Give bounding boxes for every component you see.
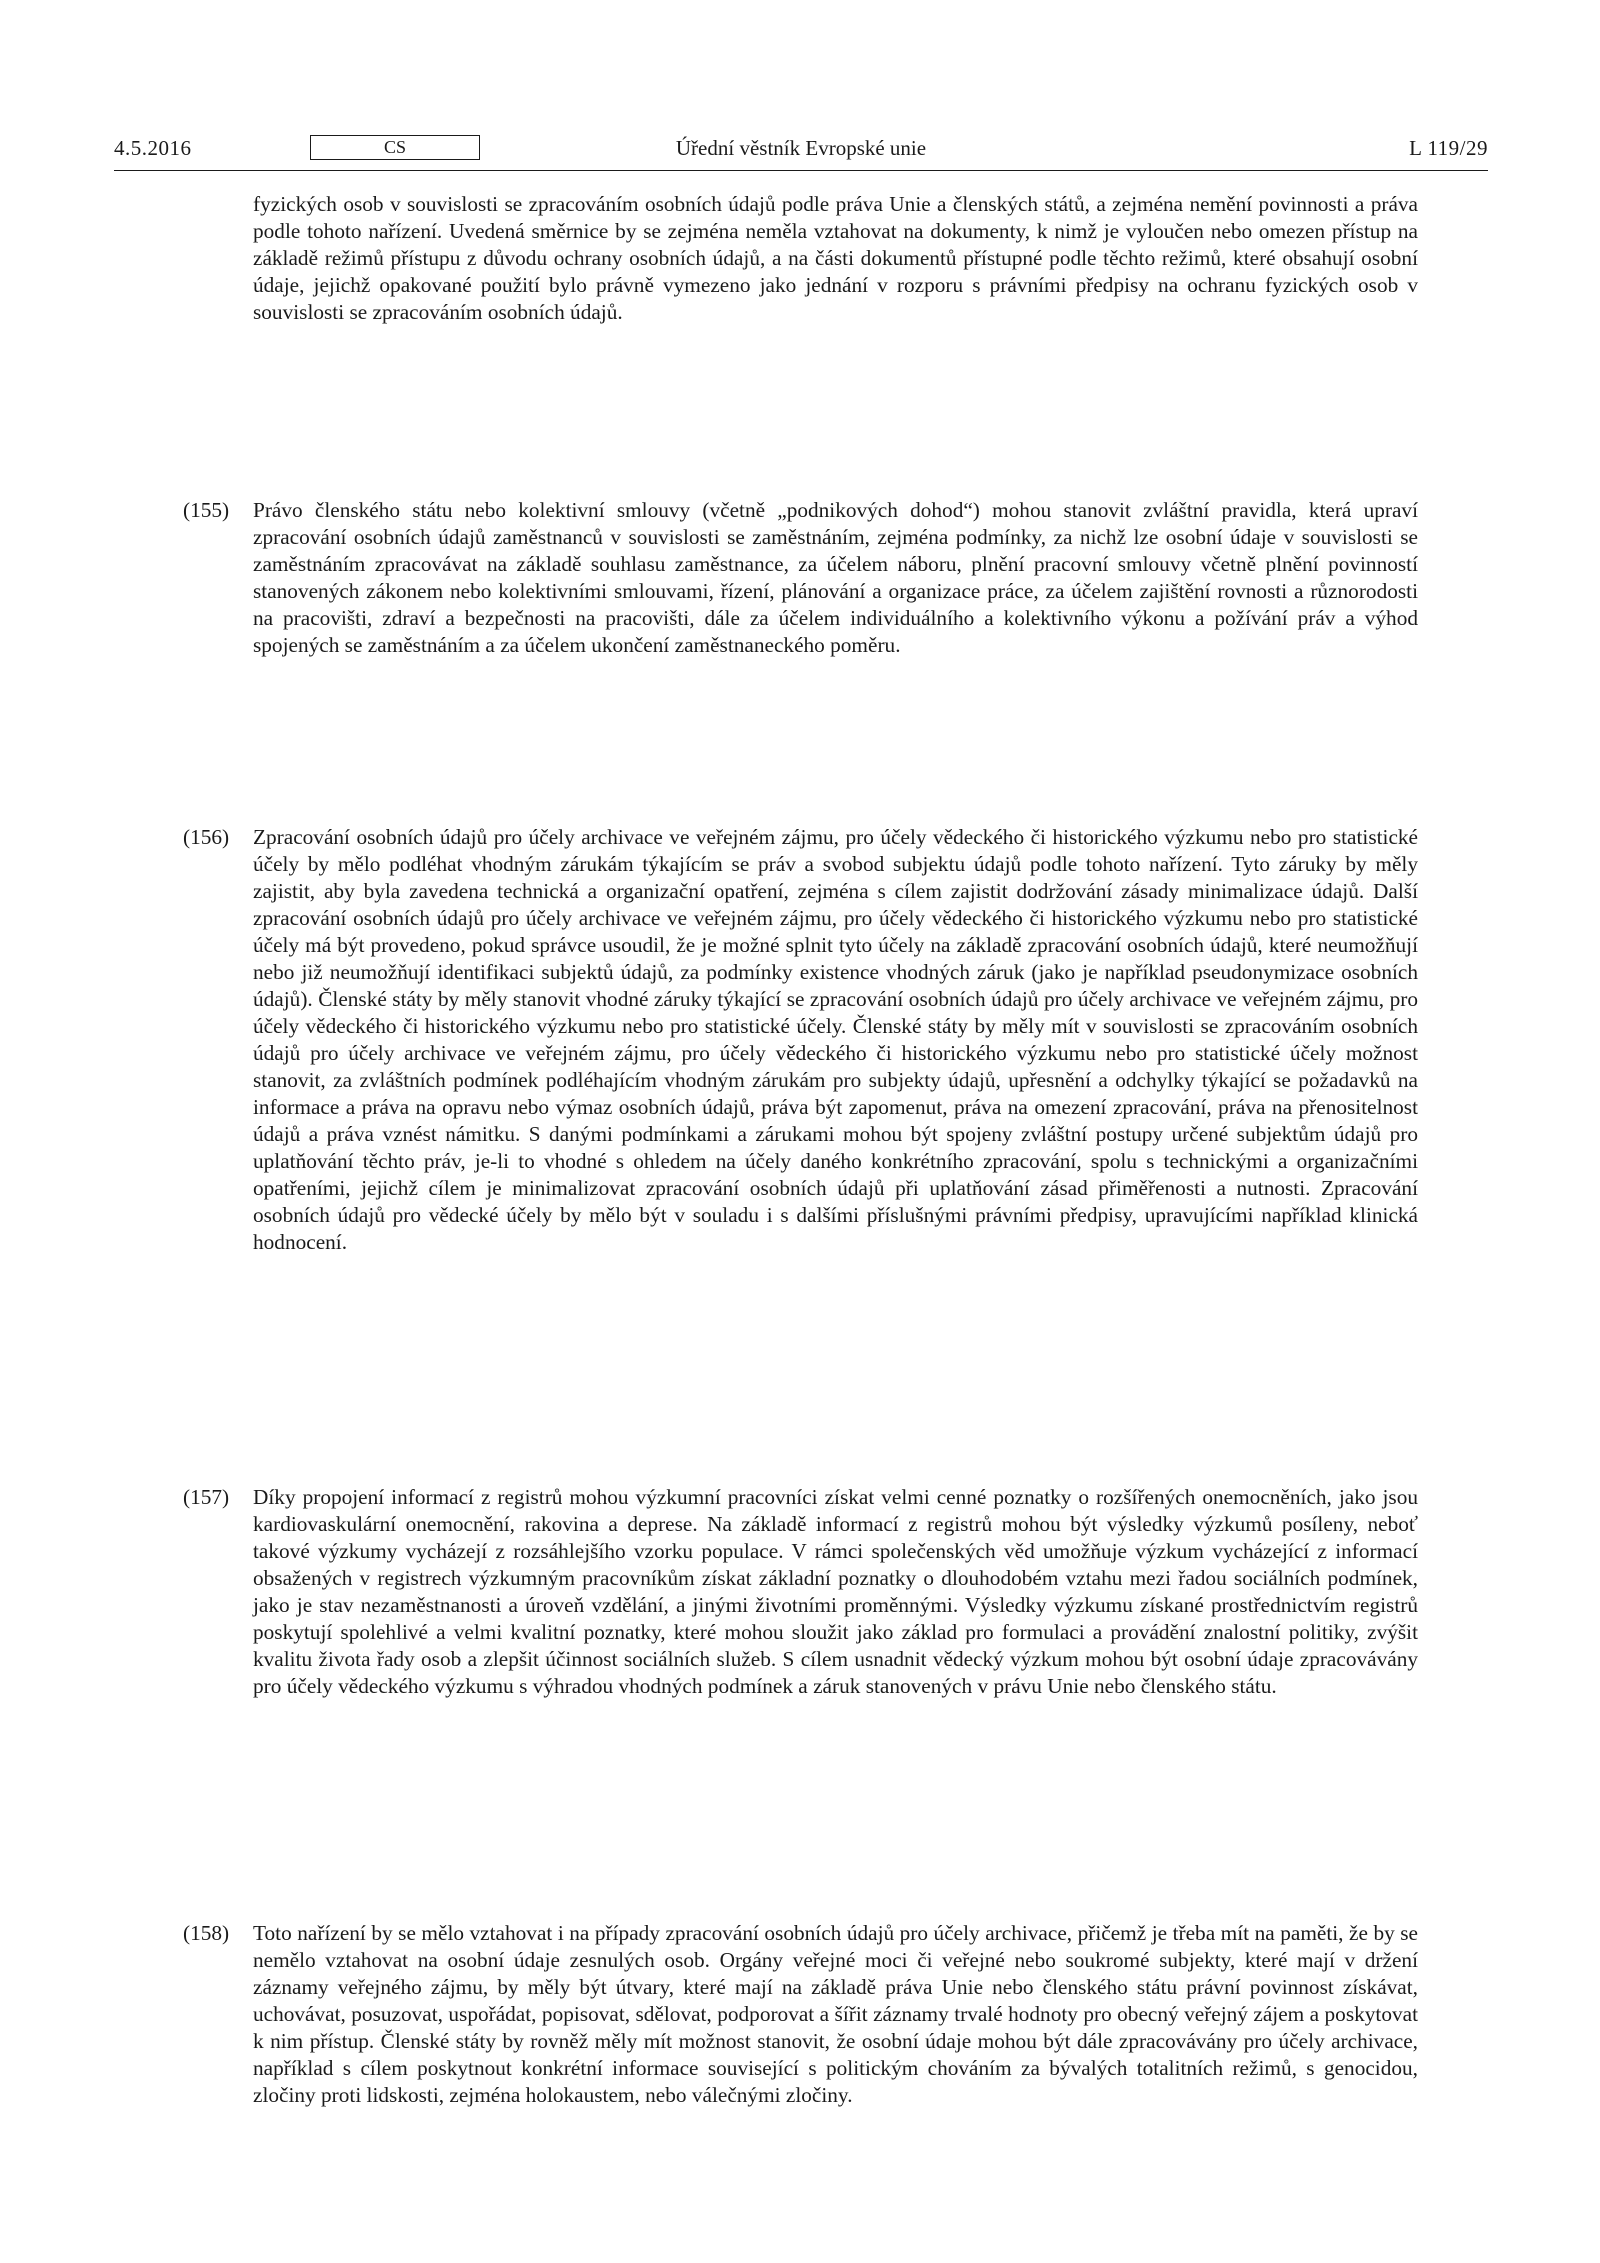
recital-text: Toto nařízení by se mělo vztahovat i na případy zpracování osobních údajů pro účely archivace, přičemž je třeba mít na paměti, že by se nemělo vztahovat na osobní údaje zesnulých osob. Orgány veřejné moci či veřejné nebo soukromé subjekty, které mají v držení záznamy veřejného zájmu, by měly být útvary, které mají na základě práva Unie nebo členského státu právní povinnost získávat, uchovávat, posuzovat, uspořádat, popisovat, sdělovat, podporovat a šířit záznamy trvalé hodnoty pro obecný veřejný zájem a poskytovat k nim přístup. Členské státy by rovněž měly mít možnost stanovit, že osobní údaje mohou být dále zpracovávány pro účely archivace, například s cílem poskytnout konkrétní informace související s politickým chováním za bývalých totalitních režimů, s genocidou, zločiny proti lidskosti, zejména holokaustem, nebo válečnými zločiny. (253, 1921, 1418, 2107)
header-rule (114, 170, 1488, 171)
recital-text: Díky propojení informací z registrů mohou výzkumní pracovníci získat velmi cenné poznatky o rozšířených onemocněních, jako jsou kardiovaskulární onemocnění, rakovina a deprese. Na základě informací z registrů mohou být výsledky výzkumů posíleny, neboť takové výzkumy vycházejí z rozsáhlejšího vzorku populace. V rámci společenských věd umožňuje výzkum vycházející z informací obsažených v registrech výzkumným pracovníkům získat základní poznatky o dlouhodobém vztahu mezi řadou sociálních podmínek, jako je stav nezaměstnanosti a úroveň vzdělání, a jinými životními proměnnými. Výsledky výzkumu získané prostřednictvím registrů poskytují spolehlivé a velmi kvalitní poznatky, které mohou sloužit jako základ pro formulaci a provádění znalostní politiky, zvýšit kvalitu života řady osob a zlepšit účinnost sociálních služeb. S cílem usnadnit vědecký výzkum mohou být osobní údaje zpracovávány pro účely vědeckého výzkumu s výhradou vhodných podmínek a záruk stanovených v právu Unie nebo členského státu. (253, 1485, 1418, 1698)
page-reference: L 119/29 (1409, 136, 1488, 160)
page-header (114, 130, 1488, 170)
paragraph-continuation (253, 191, 1418, 326)
language-code-box: CS (310, 135, 480, 160)
recital-number: (156) (183, 825, 230, 849)
recital-157 (183, 1484, 1418, 1700)
recital-text: Právo členského státu nebo kolektivní smlouvy (včetně „podnikových dohod“) mohou stanovit zvláštní pravidla, která upraví zpracování osobních údajů zaměstnanců v souvislosti se zaměstnáním, zejména podmínky, za nichž lze osobní údaje v souvislosti se zaměstnáním zpracovávat na základě souhlasu zaměstnance, za účelem náboru, plnění pracovní smlouvy včetně plnění povinností stanovených zákonem nebo kolektivními smlouvami, řízení, plánování a organizace práce, za účelem zajištění rovnosti a různorodosti na pracovišti, zdraví a bezpečnosti na pracovišti, dále za účelem individuálního a kolektivního výkonu a požívání práv a výhod spojených se zaměstnáním a za účelem ukončení zaměstnaneckého poměru. (253, 498, 1418, 657)
recital-158 (183, 1920, 1418, 2109)
recital-text: Zpracování osobních údajů pro účely archivace ve veřejném zájmu, pro účely vědeckého či historického výzkumu nebo pro statistické účely by mělo podléhat vhodným zárukám týkajícím se práv a svobod subjektu údajů podle tohoto nařízení. Tyto záruky by měly zajistit, aby byla zavedena technická a organizační opatření, zejména s cílem zajistit dodržování zásady minimalizace údajů. Další zpracování osobních údajů pro účely archivace ve veřejném zájmu, pro účely vědeckého či historického výzkumu nebo pro statistické účely má být provedeno, pokud správce usoudil, že je možné splnit tyto účely na základě zpracování osobních údajů, které neumožňují nebo již neumožňují identifikaci subjektů údajů, za podmínky existence vhodných záruk (jako je například pseudonymizace osobních údajů). Členské státy by měly stanovit vhodné záruky týkající se zpracování osobních údajů pro účely archivace ve veřejném zájmu, pro účely vědeckého či historického výzkumu nebo pro statistické účely. Členské státy by měly mít v souvislosti se zpracováním osobních údajů pro účely archivace ve veřejném zájmu, pro účely vědeckého či historického výzkumu nebo pro statistické účely možnost stanovit, za zvláštních podmínek podléhajícím vhodným zárukám pro subjekty údajů, upřesnění a odchylky týkající se požadavků na informace a práva na opravu nebo výmaz osobních údajů, práva být zapomenut, práva na omezení zpracování, práva na přenositelnost údajů a práva vznést námitku. S danými podmínkami a zárukami mohou být spojeny zvláštní postupy určené subjektům údajů pro uplatňování těchto práv, je-li to vhodné s ohledem na účely daného konkrétního zpracování, spolu s technickými a organizačními opatřeními, jejichž cílem je minimalizovat zpracování osobních údajů při uplatňování zásad přiměřenosti a nutnosti. Zpracování osobních údajů pro vědecké účely by mělo být v souladu i s dalšími příslušnými právními předpisy, upravujícími například klinická hodnocení. (253, 825, 1418, 1254)
recital-number: (157) (183, 1485, 230, 1509)
publication-date: 4.5.2016 (114, 136, 192, 160)
recital-number: (158) (183, 1921, 230, 1945)
journal-title: Úřední věstník Evropské unie (675, 136, 927, 160)
recital-number: (155) (183, 498, 230, 522)
recital-156 (183, 824, 1418, 1256)
recital-155 (183, 497, 1418, 659)
paragraph-text: fyzických osob v souvislosti se zpracováním osobních údajů podle práva Unie a členských států, a zejména nemění povinnosti a práva podle tohoto nařízení. Uvedená směrnice by se zejména neměla vztahovat na dokumenty, k nimž je vyloučen nebo omezen přístup na základě režimů přístupu z důvodu ochrany osobních údajů, a na části dokumentů přístupné podle těchto režimů, které obsahují osobní údaje, jejichž opakované použití bylo právně vymezeno jako jednání v rozporu s právními předpisy na ochranu fyzických osob v souvislosti se zpracováním osobních údajů. (253, 192, 1418, 324)
